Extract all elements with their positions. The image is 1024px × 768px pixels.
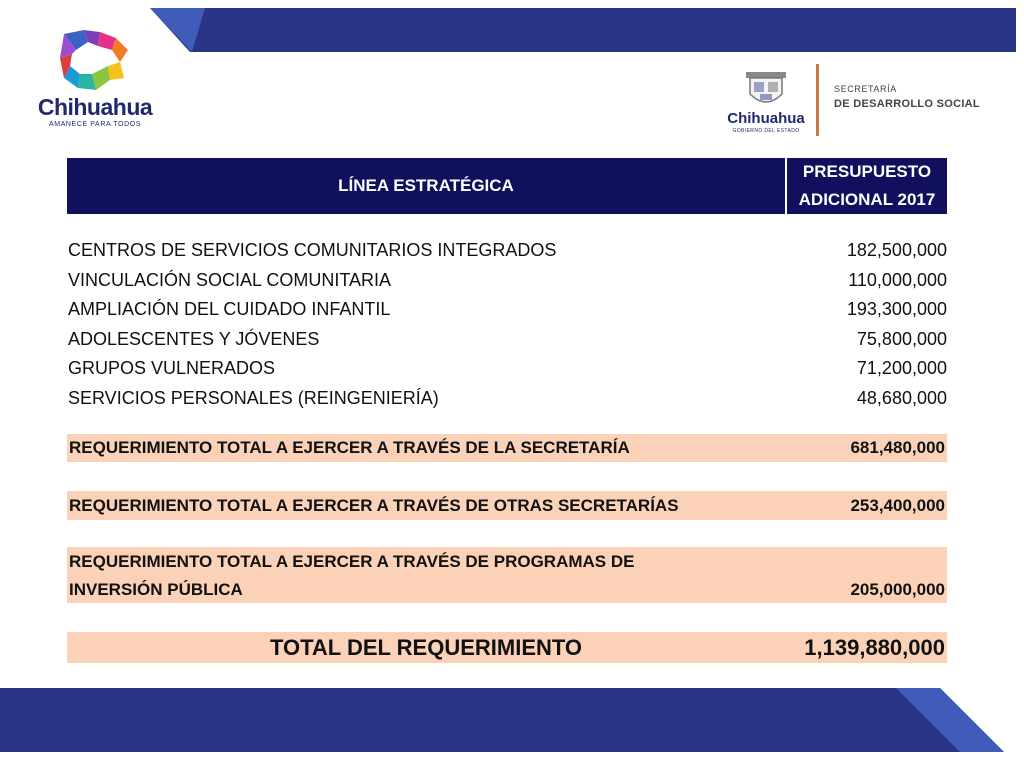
row-value: 182,500,000 (846, 240, 947, 260)
summary-row-secretaria (67, 434, 947, 462)
chihuahua-logo (30, 28, 160, 128)
table-row (68, 325, 947, 355)
row-value: 110,000,000 (848, 269, 947, 290)
row-label: VINCULACIÓN SOCIAL COMUNITARIA (68, 269, 392, 290)
total-label: TOTAL DEL REQUERIMIENTO (269, 635, 583, 660)
row-value: 75,800,000 (856, 328, 947, 349)
left-logo-tagline: AMANECE PARA TODOS (48, 121, 142, 128)
table-row (68, 295, 947, 325)
state-crest-icon (742, 68, 790, 110)
row-label: AMPLIACIÓN DEL CUIDADO INFANTIL (68, 299, 391, 319)
header-linea-estrategica: LÍNEA ESTRATÉGICA (338, 176, 514, 195)
summary-value: 681,480,000 (850, 438, 945, 457)
summary-value: 205,000,000 (850, 580, 945, 599)
table-header (67, 158, 947, 214)
row-value: 193,300,000 (846, 299, 947, 319)
summary-value: 253,400,000 (850, 496, 945, 515)
government-logo (726, 62, 996, 142)
table-row (68, 354, 947, 384)
secretaria-label: SECRETARÍA (834, 84, 897, 94)
bottom-band (0, 682, 1024, 768)
table-row (68, 384, 947, 414)
row-label: GRUPOS VULNERADOS (68, 358, 276, 378)
chihuahua-map-mark-icon (58, 28, 132, 94)
right-logo-wordmark: Chihuahua (727, 110, 805, 127)
left-logo-wordmark: Chihuahua (37, 94, 153, 120)
table-row (68, 266, 947, 296)
total-value: 1,139,880,000 (804, 635, 945, 660)
summary-label: REQUERIMIENTO TOTAL A EJERCER A TRAVÉS DE OTRAS SECRETARÍAS (69, 496, 679, 515)
right-logo-tagline: GOBIERNO DEL ESTADO (732, 128, 800, 134)
logo-divider (816, 64, 819, 136)
row-value: 48,680,000 (856, 387, 947, 408)
summary-label-line2: INVERSIÓN PÚBLICA (69, 580, 243, 599)
row-value: 71,200,000 (856, 358, 947, 378)
row-label: SERVICIOS PERSONALES (REINGENIERÍA) (68, 387, 439, 408)
summary-label: REQUERIMIENTO TOTAL A EJERCER A TRAVÉS DE LA SECRETARÍA (69, 438, 630, 457)
secretaria-name: DE DESARROLLO SOCIAL (834, 98, 980, 110)
total-row (67, 632, 947, 663)
table-row (68, 236, 947, 266)
summary-label-line1: REQUERIMIENTO TOTAL A EJERCER A TRAVÉS DE PROGRAMAS DE (69, 552, 635, 571)
summary-row-otras-secretarias (67, 491, 947, 520)
summary-row-inversion-publica (67, 547, 947, 603)
row-label: ADOLESCENTES Y JÓVENES (68, 328, 320, 349)
header-presupuesto: PRESUPUESTO ADICIONAL 2017 (798, 162, 936, 209)
strategic-lines-list (68, 236, 947, 413)
row-label: CENTROS DE SERVICIOS COMUNITARIOS INTEGRADOS (68, 240, 557, 260)
